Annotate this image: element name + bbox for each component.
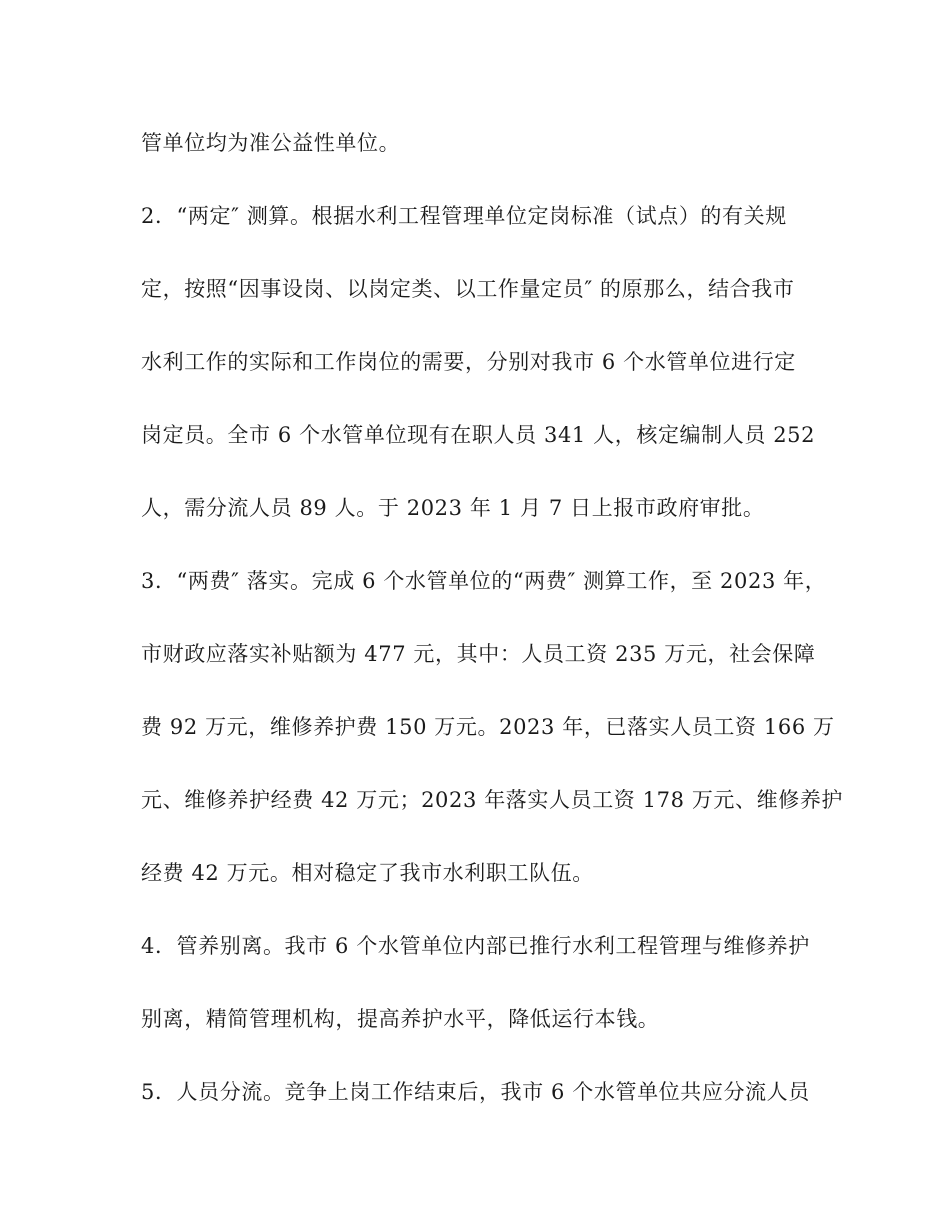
text-line: 水利工作的实际和工作岗位的需要，分别对我市 6 个水管单位进行定 xyxy=(141,350,796,374)
text-line: 元、维修养护经费 42 万元；2023 年落实人员工资 178 万元、维修养护 xyxy=(141,788,844,812)
body-text xyxy=(141,121,844,1143)
text-line: 费 92 万元，维修养护费 150 万元。2023 年，已落实人员工资 166 万 xyxy=(141,715,835,739)
text-line: 2．“两定″ 测算。根据水利工程管理单位定岗标准（试点）的有关规 xyxy=(141,204,787,228)
text-line: 人，需分流人员 89 人。于 2023 年 1 月 7 日上报市政府审批。 xyxy=(141,496,765,520)
text-line: 3．“两费″ 落实。完成 6 个水管单位的“两费″ 测算工作，至 2023 年， xyxy=(141,569,827,593)
text-line: 4．管养别离。我市 6 个水管单位内部已推行水利工程管理与维修养护 xyxy=(141,934,810,958)
text-line: 5．人员分流。竞争上岗工作结束后，我市 6 个水管单位共应分流人员 xyxy=(141,1080,810,1104)
text-line: 经费 42 万元。相对稳定了我市水利职工队伍。 xyxy=(141,861,594,885)
text-line: 别离，精简管理机构，提高养护水平，降低运行本钱。 xyxy=(141,1007,660,1031)
text-line: 管单位均为准公益性单位。 xyxy=(141,131,401,155)
text-line: 市财政应落实补贴额为 477 元，其中：人员工资 235 万元，社会保障 xyxy=(141,642,816,666)
text-line: 定，按照“因事设岗、以岗定类、以工作量定员″ 的原那么，结合我市 xyxy=(141,277,795,301)
text-line: 岗定员。全市 6 个水管单位现有在职人员 341 人，核定编制人员 252 xyxy=(141,423,816,447)
